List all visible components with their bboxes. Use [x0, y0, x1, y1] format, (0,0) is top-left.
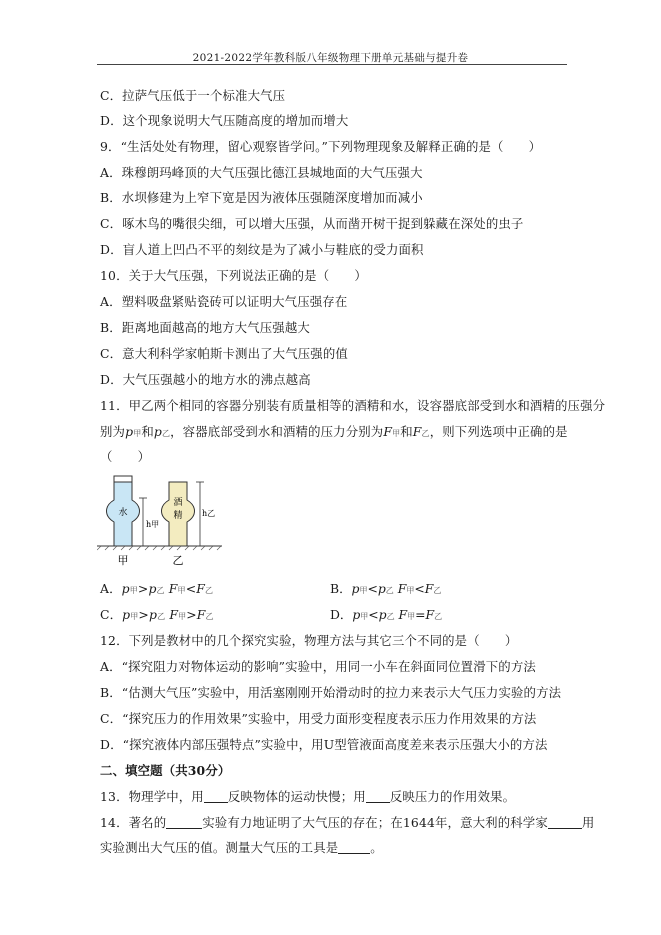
- q12-option-a: A．“探究阻力对物体运动的影响”实验中，用同一小车在斜面同位置滑下的方法: [100, 659, 536, 674]
- q11-stem-line2: 别为p甲和p乙，容器底部受到水和酒精的压力分别为F甲和F乙，则下列选项中正确的是: [100, 424, 568, 439]
- q11-option-b: B．p甲<p乙 F甲<F乙: [330, 581, 442, 596]
- q11-stem-line1: 11．甲乙两个相同的容器分别装有质量相等的酒精和水，设容器底部受到水和酒精的压强分: [100, 398, 606, 413]
- q8-option-d: D．这个现象说明大气压随高度的增加而增大: [100, 113, 349, 128]
- q9-option-b: B．水坝修建为上窄下宽是因为液体压强随深度增加而减小: [100, 190, 423, 205]
- q10-stem: 10．关于大气压强，下列说法正确的是（ ）: [100, 268, 367, 283]
- q13-blank-1[interactable]: [204, 790, 228, 803]
- q12-option-c: C．“探究压力的作用效果”实验中，用受力面形变程度表示压力作用效果的方法: [100, 711, 537, 726]
- q9-option-c: C．啄木鸟的嘴很尖细，可以增大压强，从而凿开树干捉到躲藏在深处的虫子: [100, 216, 524, 231]
- water-label: 水: [118, 508, 128, 518]
- container-jia-label: 甲: [117, 554, 129, 567]
- page-header: 2021-2022学年教科版八年级物理下册单元基础与提升卷: [192, 52, 469, 64]
- water-container-top: [114, 476, 132, 482]
- section-fill-in-title: 二、填空题（共30分）: [100, 763, 231, 778]
- q11-option-d: D．p甲<p乙 F甲=F乙: [330, 607, 443, 622]
- q9-stem: 9．“生活处处有物理，留心观察皆学问。”下列物理现象及解释正确的是（ ）: [100, 139, 542, 154]
- q14-stem-line1: 14．著名的 实验有力地证明了大气压的存在；在1644年，意大利的科学家 用: [100, 815, 595, 830]
- header-rule: [97, 64, 567, 65]
- container-yi-label: 乙: [172, 554, 184, 567]
- q10-option-b: B．距离地面越高的地方大气压强越大: [100, 320, 310, 335]
- q11-option-a: A．p甲>p乙 F甲<F乙: [100, 581, 214, 596]
- q10-option-a: A．塑料吸盘紧贴瓷砖可以证明大气压强存在: [100, 294, 348, 309]
- q10-option-c: C．意大利科学家帕斯卡测出了大气压强的值: [100, 346, 348, 361]
- q9-option-d: D．盲人道上凹凸不平的刻纹是为了减小与鞋底的受力面积: [100, 242, 424, 257]
- alcohol-label-1: 酒: [173, 498, 183, 508]
- height-right-label: h乙: [202, 509, 216, 518]
- q11-containers-figure: [97, 472, 227, 572]
- q12-stem: 12．下列是教材中的几个探究实验，物理方法与其它三个不同的是（ ）: [100, 633, 518, 648]
- q14-blank-3[interactable]: [338, 841, 370, 854]
- q12-option-d: D．“探究液体内部压强特点”实验中，用U型管液面高度差来表示压强大小的方法: [100, 737, 548, 752]
- q13-blank-2[interactable]: [366, 790, 390, 803]
- q8-option-c: C．拉萨气压低于一个标准大气压: [100, 88, 286, 103]
- q11-option-c: C．p甲>p乙 F甲>F乙: [100, 607, 214, 622]
- alcohol-label-2: 精: [173, 511, 183, 521]
- q14-blank-1[interactable]: [166, 816, 202, 829]
- q14-stem-line2: 实验测出大气压的值。测量大气压的工具是 。: [100, 840, 383, 855]
- q12-option-b: B．“估测大气压”实验中，用活塞刚刚开始滑动时的拉力来表示大气压力实验的方法: [100, 685, 562, 700]
- q11-stem-line3: （ ）: [100, 449, 151, 464]
- height-left-label: h甲: [146, 520, 160, 529]
- q14-blank-2[interactable]: [548, 816, 582, 829]
- q10-option-d: D．大气压强越小的地方水的沸点越高: [100, 372, 311, 387]
- q9-option-a: A．珠穆朗玛峰顶的大气压强比德江县城地面的大气压强大: [100, 165, 423, 180]
- q13-stem: 13．物理学中，用 反映物体的运动快慢；用 反映压力的作用效果。: [100, 789, 516, 804]
